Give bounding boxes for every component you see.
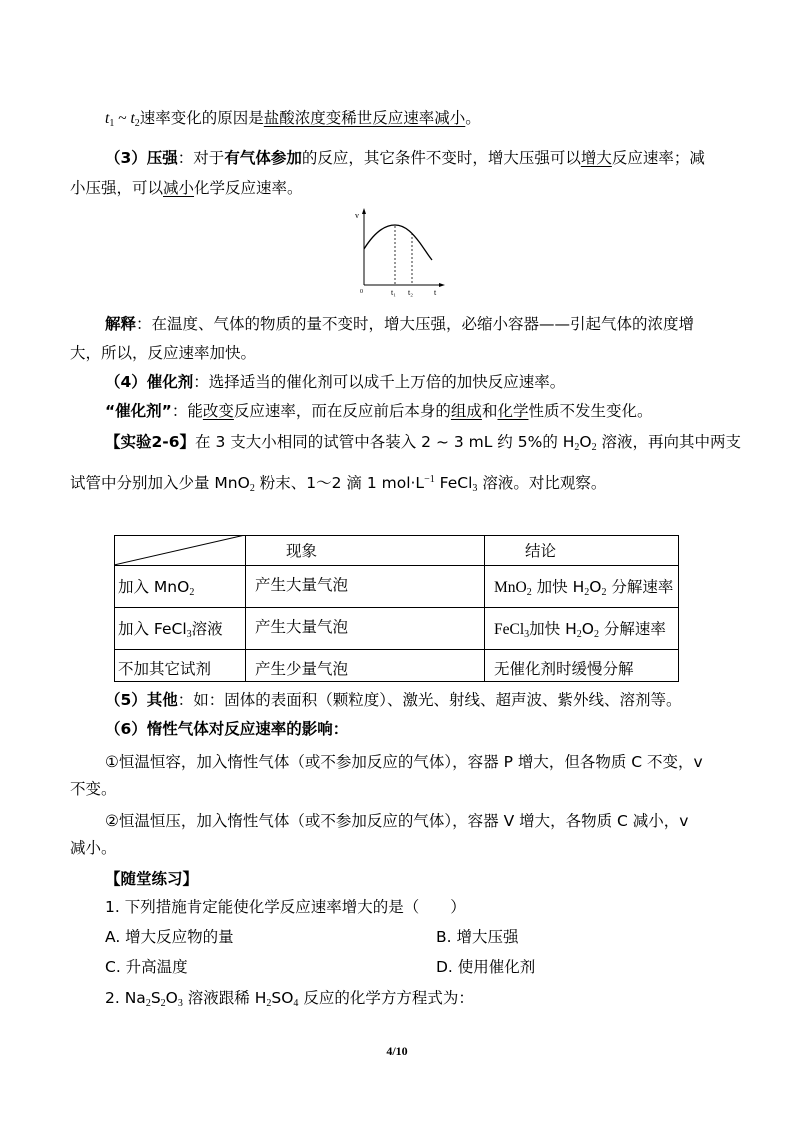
row2-condition [118, 619, 223, 639]
option-c [105, 957, 188, 977]
cell-text: 加入 MnO [118, 578, 190, 596]
inert-p1-line-1 [105, 752, 703, 772]
pressure-decrease: 减小 [163, 179, 195, 197]
velocity-time-graph [350, 205, 450, 297]
cell-text: MnO [494, 579, 527, 596]
row1-condition [118, 577, 194, 597]
question-2 [105, 988, 474, 1008]
reason-text: 速率变化的原因是 [139, 109, 264, 127]
explain-heading: 解释 [105, 315, 137, 333]
catalyst-def-change: 改变 [202, 402, 234, 420]
inert-p2-line-1 [105, 811, 688, 831]
cell-text: 分解速率 [598, 620, 666, 638]
catalyst-def-a: ：能 [171, 402, 203, 420]
question-1-text: 1. 下列措施肯定能使化学反应速率增大的是（ ） [105, 898, 466, 916]
experiment-text-b: O [579, 433, 592, 451]
pressure-text-d: 小压强，可以 [70, 179, 164, 197]
rate-curve [364, 225, 432, 260]
other-text: ：如：固体的表面积（颗粒度）、激光、射线、超声波、紫外线、溶剂等。 [177, 691, 682, 709]
q2-sub: 4 [293, 998, 299, 1009]
catalyst-def-b: 反应速率，而在反应前后本身的 [233, 402, 451, 420]
tilde: ~ [114, 110, 131, 127]
row1-phenomenon: 产生大量气泡 [255, 576, 349, 594]
period: 。 [465, 109, 481, 127]
question-2-text: 反应的化学方方程式为： [298, 989, 474, 1007]
cell-text: O [581, 620, 594, 638]
experiment-heading: 【实验2-6】 [105, 433, 196, 451]
cell-text: O [589, 578, 602, 596]
t1-symbol: t [105, 110, 110, 127]
option-a-text: A. 增大反应物的量 [105, 928, 234, 946]
inert-p1-text-1: ①恒温恒容，加入惰性气体（或不参加反应的气体），容器 P 增大，但各物质 C 不变，v [105, 753, 703, 771]
pressure-text-c: 反应速率；减 [611, 149, 705, 167]
t1-label: t₁ [391, 288, 397, 297]
experiment-line-2 [70, 473, 606, 493]
experiment-sub: 2 [591, 442, 597, 453]
diagonal-header-line [114, 535, 245, 565]
cell-text: 分解速率 [606, 578, 674, 596]
experiment-sub: 3 [472, 483, 478, 494]
option-d-text: D. 使用催化剂 [436, 958, 536, 976]
q2-sub: 2 [266, 998, 272, 1009]
t1-subscript: 1 [109, 118, 115, 129]
header-phenomenon: 现象 [286, 542, 318, 560]
inert-p2-text-1: ②恒温恒压，加入惰性气体（或不参加反应的气体），容器 V 增大，各物质 C 减小，v [105, 812, 689, 830]
experiment-sub: 2 [249, 483, 255, 494]
cell-sub: 2 [584, 587, 590, 598]
t2-symbol: t [130, 110, 135, 127]
option-a [105, 927, 234, 947]
inert-p2-text-2: 减小。 [70, 839, 117, 857]
inert-p1-text-2: 不变。 [70, 780, 117, 798]
q2-sub: 2 [160, 998, 166, 1009]
pressure-text-a: ：对于 [177, 149, 225, 167]
cell-text: 加入 FeCl [118, 620, 187, 638]
experiment-text-d: 试管中分别加入少量 MnO [70, 474, 250, 492]
experiment-line-1 [105, 432, 741, 452]
reason-underlined: 盐酸浓度变稀世反应速率减小 [263, 109, 466, 127]
t2-label: t₂ [408, 288, 414, 297]
pressure-text-b: 的反应，其它条件不变时，增大压强可以 [301, 149, 581, 167]
pressure-heading: （3）压强 [105, 149, 178, 167]
question-2-text: SO [271, 989, 294, 1007]
row2-phenomenon: 产生大量气泡 [255, 618, 349, 636]
pressure-line-2 [70, 178, 303, 198]
option-c-text: C. 升高温度 [105, 958, 188, 976]
q2-sub: 3 [177, 998, 183, 1009]
results-table [114, 535, 679, 682]
catalyst-text: ：选择适当的催化剂可以成千上万倍的加快反应速率。 [193, 373, 566, 391]
rate-change-reason [105, 108, 481, 129]
question-2-text: S [150, 989, 161, 1007]
cell-sub: 2 [526, 587, 532, 598]
question-2-text: O [165, 989, 178, 1007]
origin-label: 0 [360, 289, 363, 295]
cell-sub: 2 [601, 587, 607, 598]
option-b-text: B. 增大压强 [436, 928, 519, 946]
explain-line-1 [105, 314, 694, 334]
row1-conclusion [494, 577, 673, 598]
cell-sub: 2 [189, 587, 195, 598]
catalyst-def-d: 性质不发生变化。 [528, 402, 653, 420]
cell-text: 溶液 [191, 620, 223, 638]
catalyst-def-heading: “催化剂” [105, 402, 172, 420]
cell-text: 加快 H [529, 620, 577, 638]
inert-heading [105, 719, 348, 739]
x-axis-arrow [439, 283, 445, 287]
row3-condition: 不加其它试剂 [118, 660, 212, 678]
v-label: v [355, 211, 359, 220]
pressure-line-1 [105, 148, 705, 168]
question-1 [105, 897, 466, 917]
row3-conclusion: 无催化剂时缓慢分解 [494, 660, 634, 678]
catalyst-def-line [105, 401, 652, 421]
experiment-sub: 2 [574, 442, 580, 453]
t2-subscript: 2 [134, 118, 140, 129]
catalyst-def-c: 和 [481, 402, 498, 420]
question-2-text: 2. Na [105, 989, 146, 1007]
t-label: t [434, 288, 437, 297]
inert-p1-line-2 [70, 779, 117, 799]
cell-sub: 2 [593, 629, 599, 640]
explain-text-1: ：在温度、气体的物质的量不变时，增大压强，必缩小容器——引起气体的浓度增 [136, 315, 695, 333]
cell-sub: 2 [576, 629, 582, 640]
inert-heading-text: （6）惰性气体对反应速率的影响： [105, 720, 349, 738]
other-heading: （5）其他 [105, 691, 178, 709]
experiment-sup: −1 [424, 474, 435, 485]
pressure-text-e: 化学反应速率。 [194, 179, 303, 197]
explain-line-2 [70, 343, 256, 363]
catalyst-def-composition: 组成 [450, 402, 482, 420]
option-d [436, 957, 535, 977]
practice-title-text: 【随堂练习】 [105, 870, 199, 888]
q2-sub: 2 [145, 998, 151, 1009]
row3-phenomenon: 产生少量气泡 [255, 660, 349, 678]
cell-text: FeCl [494, 621, 525, 638]
cell-sub: 3 [186, 629, 192, 640]
experiment-text-f: FeCl [434, 474, 473, 492]
catalyst-heading: （4）催化剂 [105, 373, 194, 391]
experiment-text-e: 粉末、1～2 滴 1 mol·L [254, 474, 425, 492]
other-line [105, 690, 682, 710]
catalyst-def-chemical: 化学 [497, 402, 529, 420]
row2-conclusion [494, 619, 666, 640]
pressure-increase: 增大 [580, 149, 612, 167]
catalyst-line [105, 372, 565, 392]
inert-p2-line-2 [70, 838, 117, 858]
experiment-text-a: 在 3 支大小相同的试管中各装入 2 ~ 3 mL 约 5%的 H [195, 433, 575, 451]
option-b [436, 927, 519, 947]
question-2-text: 溶液跟稀 H [182, 989, 267, 1007]
cell-text: 加快 H [531, 578, 585, 596]
experiment-text-g: 溶液。对比观察。 [477, 474, 607, 492]
experiment-text-c: 溶液，再向其中两支 [596, 433, 742, 451]
explain-text-2: 大，所以，反应速率加快。 [70, 344, 257, 362]
cell-sub: 3 [524, 629, 530, 640]
y-axis-arrow [362, 208, 366, 214]
practice-title [105, 869, 198, 889]
page-number: 4/10 [386, 1044, 408, 1058]
pressure-bold: 有气体参加 [224, 149, 302, 167]
header-conclusion: 结论 [525, 542, 557, 560]
